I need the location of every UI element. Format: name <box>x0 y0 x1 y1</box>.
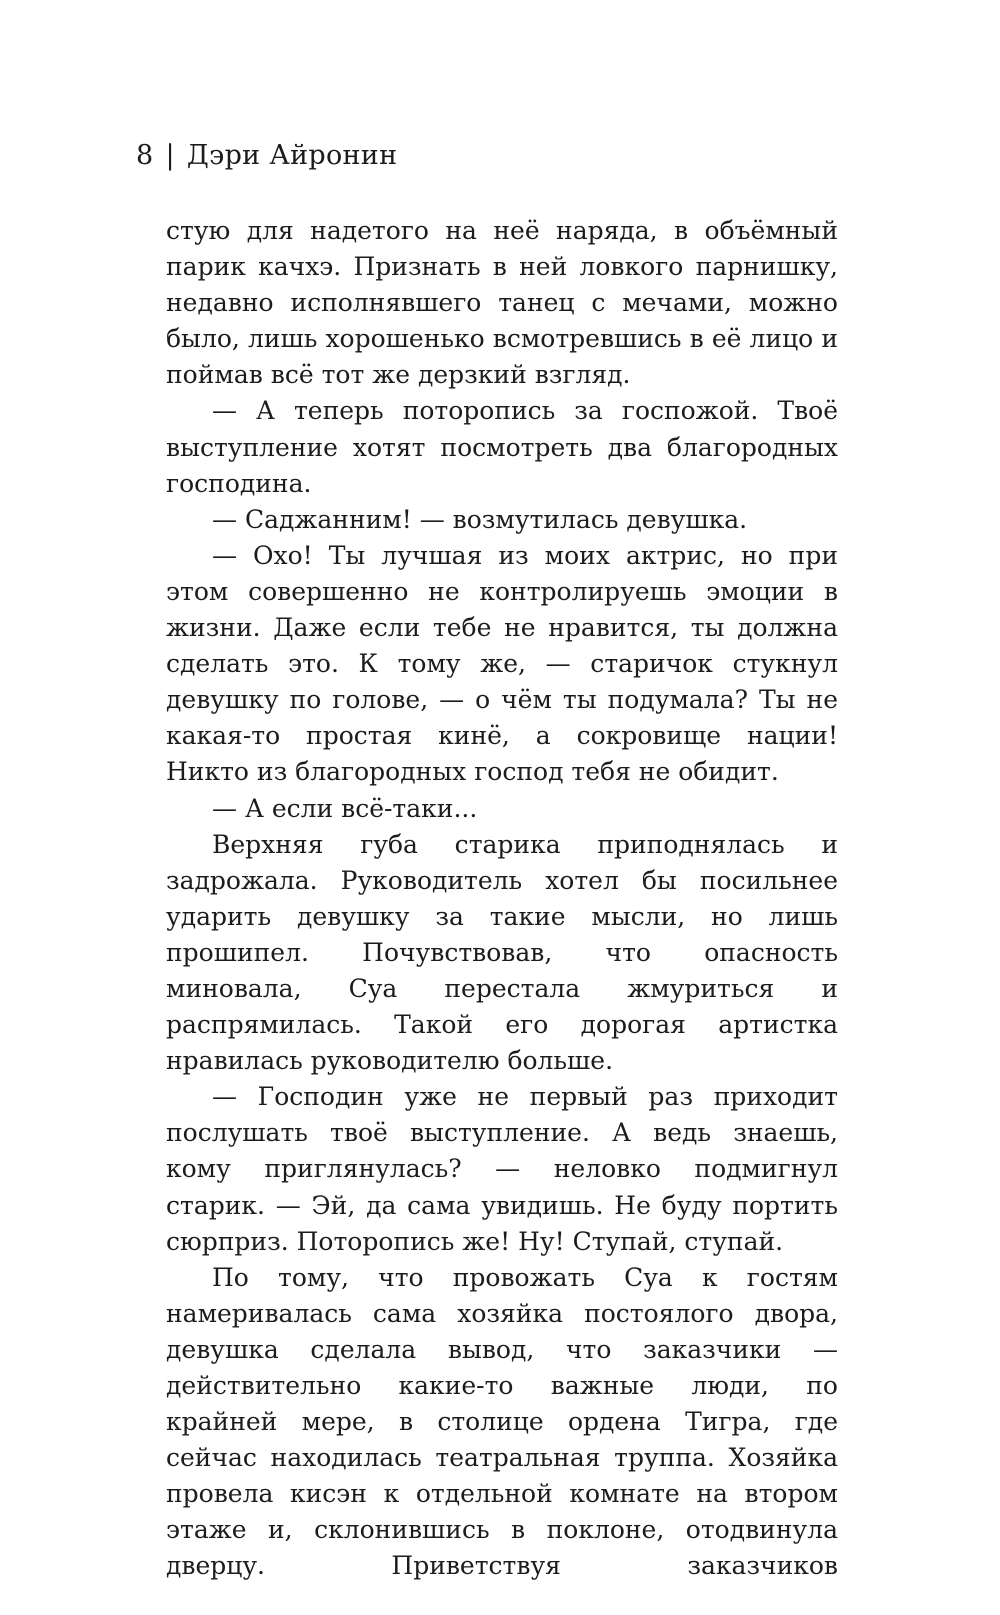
header-separator: | <box>165 140 175 171</box>
paragraph-dialogue: — А теперь поторопись за госпожой. Твоё выступление хотят посмотреть два благородных господина. <box>166 396 838 498</box>
paragraph: Верхняя губа старика приподнялась и задрожала. Руководитель хотел бы посильнее ударить девушку за такие мысли, но лишь прошипел. Почувствовав, что опасность миновала, Суа перестала жмуриться и распрямилась. Такой его дорогая артистка нравилась руководителю больше. <box>166 829 838 1076</box>
running-head <box>136 138 397 174</box>
paragraph-dialogue: — Охо! Ты лучшая из моих актрис, но при этом совершенно не контролируешь эмоции в жизни. Даже если тебе не нравится, ты должна сделать это. К тому же, — старичок стукнул девушку по голове, — о чём ты подумала? Ты не какая-то простая кинё, а сокровище нации! Никто из благородных господ тебя не обидит. <box>166 540 838 787</box>
paragraph: По тому, что провожать Суа к гостям намеривалась сама хозяйка постоялого двора, девушка сделала вывод, что заказчики — действительно какие-то важные люди, по крайней мере, в столице ордена Тигра, где сейчас находилась театральная труппа. Хозяйка провела кисэн к отдельной комнате на втором этаже и, склонившись в поклоне, отодвинула дверцу. Приветствуя заказчиков <box>166 1262 838 1581</box>
paragraph-dialogue: — Господин уже не первый раз приходит послушать твоё выступление. А ведь знаешь, кому приглянулась? — неловко подмигнул старик. — Эй, да сама увидишь. Не буду портить сюрприз. Поторопись же! Ну! Ступай, ступай. <box>166 1082 838 1256</box>
paragraph-dialogue: — А если всё-таки... <box>212 793 478 823</box>
paragraph-continued: стую для надетого на неё наряда, в объёмный парик качхэ. Признать в ней ловкого парнишку, недавно исполнявшего танец с мечами, можно было, лишь хорошенько всмотревшись в её лицо и поймав всё тот же дерзкий взгляд. <box>166 216 838 390</box>
page-number: 8 <box>136 140 154 171</box>
author-name: Дэри Айронин <box>186 140 398 171</box>
body-text <box>166 213 838 1585</box>
paragraph-dialogue: — Саджанним! — возмутилась девушка. <box>212 504 748 534</box>
